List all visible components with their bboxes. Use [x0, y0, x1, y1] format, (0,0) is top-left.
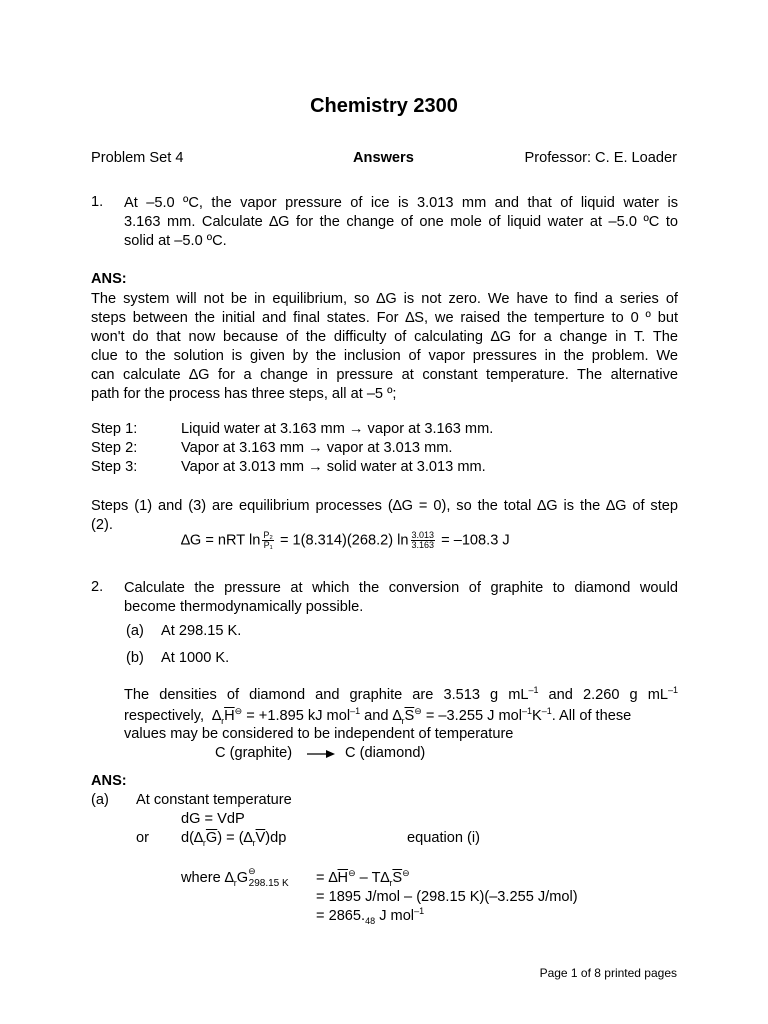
frac-denominator: P₁: [263, 540, 273, 550]
superscript: –1: [350, 706, 361, 717]
steps-note: [91, 497, 678, 535]
step-2-text: Vapor at 3.163 mm → vapor at 3.013 mm.: [181, 440, 453, 456]
result-value: = 2865.: [316, 908, 366, 924]
text-line: become thermodynamically possible.: [124, 599, 364, 615]
text-line: Steps (1) and (3) are equilibrium processes (∆G = 0), so the total ∆G is the ∆G of step: [91, 498, 678, 514]
densities-line: [124, 687, 678, 706]
page-footer: Page 1 of 8 printed pages: [539, 966, 677, 980]
step-1-text: Liquid water at 3.163 mm → vapor at 3.163 mm.: [181, 421, 494, 437]
text-line: can calculate ∆G for a change in pressure at constant temperature. The alternative: [91, 367, 678, 383]
where-subscript: 298.15 K: [248, 877, 289, 889]
densities-text-b: and 2.260 g mL: [548, 687, 668, 703]
result-line-1: = $\Delta H^⊖ - T\Delta_rS^⊖$: [316, 868, 410, 888]
entropy-value: = –3.255 J mol: [425, 708, 522, 724]
result-line-3: [316, 908, 424, 924]
text-line: solid at –5.0 ºC.: [124, 233, 227, 249]
pressure-fraction: [262, 531, 274, 550]
reaction-arrow-icon: [307, 748, 335, 760]
independence-line: values may be considered to be independent of temperature: [124, 726, 514, 742]
frac-numerator: P₂: [263, 530, 273, 540]
text-line: steps between the initial and final states. For ∆S, we raised the temperture to 0 º but: [91, 310, 678, 326]
superscript: –1: [541, 706, 552, 717]
part-b-label: (b): [126, 650, 144, 666]
text-line: The system will not be in equilibrium, so ∆G is not zero. We have to find a series of: [91, 291, 678, 307]
answer-2a-text: At constant temperature: [136, 792, 292, 808]
answer-2a-label: (a): [91, 792, 109, 808]
reaction-left: C (graphite): [215, 745, 293, 761]
superscript: –1: [667, 685, 678, 696]
value-fraction: [411, 531, 436, 550]
question-1-text: [124, 194, 678, 251]
text-line: At –5.0 ºC, the vapor pressure of ice is 3.013 mm and that of liquid water is: [124, 195, 678, 211]
thermo-values-line: respectively, $\Delta_rH^⊖ = +1.895$ kJ mol$^{-1}$ and $\Delta_rS^⊖ = -3.255$ J $mol^{-1}K^{-1}$. All of these: [124, 706, 632, 726]
text-line: path for the process has three steps, all at –5 º;: [91, 386, 397, 402]
header-problem-set: Problem Set 4: [91, 150, 184, 166]
densities-text: The densities of diamond and graphite are 3.513 g mL: [124, 687, 529, 703]
equation-delta-g: [181, 531, 510, 550]
eq-mid: = 1(8.314)(268.2) ln: [279, 532, 409, 549]
equation-i: $d(\Delta_rG) = (\Delta_rV)dp$: [181, 830, 287, 848]
text-line: Calculate the pressure at which the conversion of graphite to diamond would: [124, 580, 678, 596]
part-a-text: At 298.15 K.: [161, 623, 242, 639]
equation-dg-vdp: dG = VdP: [181, 811, 245, 827]
question-2-number: 2.: [91, 579, 104, 595]
enthalpy-value: = +1.895 kJ mol: [246, 708, 351, 724]
text-all-of-these: . All of these: [551, 708, 632, 724]
step-3-label: Step 3:: [91, 459, 138, 475]
equation-i-label: equation (i): [407, 830, 481, 846]
text-and: and: [364, 708, 389, 724]
answer-2-label: ANS:: [91, 773, 127, 789]
superscript: –1: [528, 685, 539, 696]
text-respectively: respectively,: [124, 708, 205, 724]
superscript: –1: [414, 906, 425, 917]
result-line-2: = 1895 J/mol – (298.15 K)(–3.255 J/mol): [316, 889, 578, 905]
header-answers: Answers: [353, 150, 414, 166]
answer-1-text: [91, 290, 678, 404]
part-a-label: (a): [126, 623, 144, 639]
text-or: or: [136, 830, 149, 846]
result-unit: J mol: [379, 908, 415, 924]
step-3-text: Vapor at 3.013 mm → solid water at 3.013 mm.: [181, 459, 486, 475]
where-expression: where $\Delta_rG^⊖_{298.15 K}$: [181, 866, 289, 889]
text-line: 3.163 mm. Calculate ∆G for the change of one mole of liquid water at –5.0 ºC to: [124, 214, 678, 230]
superscript: –1: [521, 706, 532, 717]
result-subscript: 48: [365, 915, 376, 926]
answer-1-label: ANS:: [91, 271, 127, 287]
header-professor: Professor: C. E. Loader: [524, 150, 677, 166]
text-line: won't do that now because of the difficulty of calculating ∆G for a change in T. The: [91, 329, 678, 345]
eq-rhs: = –108.3 J: [441, 532, 510, 549]
frac-denominator: 3.163: [411, 540, 435, 550]
text-line: clue to the solution is given by the inclusion of vapor pressures in the problem. We: [91, 348, 678, 364]
frac-numerator: 3.013: [411, 530, 435, 540]
eq-lhs: ∆G = nRT ln: [181, 532, 261, 549]
unit-k: K: [532, 708, 542, 724]
question-2-text: [124, 579, 678, 617]
step-1-label: Step 1:: [91, 421, 138, 437]
step-2-label: Step 2:: [91, 440, 138, 456]
part-b-text: At 1000 K.: [161, 650, 230, 666]
text-line: (2).: [91, 517, 113, 533]
question-1-number: 1.: [91, 194, 104, 210]
reaction-right: C (diamond): [345, 745, 426, 761]
page-title: Chemistry 2300: [310, 95, 458, 117]
